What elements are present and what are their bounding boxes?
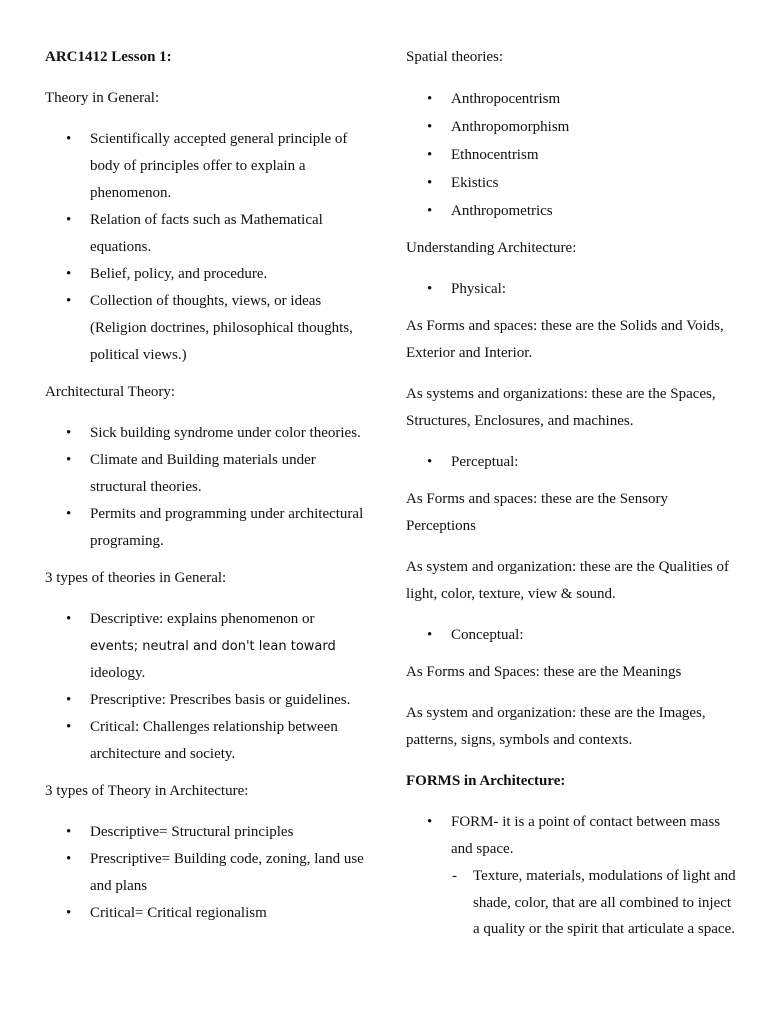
- list-item: • FORM- it is a point of contact between mass and space.: [406, 809, 736, 863]
- list-item: • Conceptual:: [406, 622, 736, 649]
- list-item: • Anthropometrics: [406, 197, 736, 225]
- perceptual-forms-text: As Forms and spaces: these are the Sensory Perceptions: [406, 491, 669, 534]
- list-item: • Climate and Building materials under structural theories.: [45, 447, 365, 501]
- list-item: • Prescriptive= Building code, zoning, land use and plans: [45, 846, 365, 900]
- list-item: • Collection of thoughts, views, or ideas (Religion doctrines, philosophical thoughts, political views.): [45, 288, 365, 369]
- architectural-theory-title: Architectural Theory:: [45, 384, 176, 400]
- list-item: • Belief, policy, and procedure.: [45, 261, 365, 288]
- list-item: • Anthropocentrism: [406, 85, 736, 113]
- types-architecture-title: 3 types of Theory in Architecture:: [45, 783, 249, 799]
- list-item: • Ethnocentrism: [406, 141, 736, 169]
- list-item: • Anthropomorphism: [406, 113, 736, 141]
- forms-architecture-title: FORMS in Architecture:: [406, 773, 566, 789]
- list-item: • Physical:: [406, 276, 736, 303]
- list-item-text: ideology.: [90, 665, 146, 681]
- list-item: • Relation of facts such as Mathematical equations.: [45, 207, 365, 261]
- theory-general-title: Theory in General:: [45, 90, 160, 106]
- list-item: • Critical= Critical regionalism: [45, 900, 365, 927]
- types-architecture-list: [45, 819, 365, 927]
- forms-sub-item: - Texture, materials, modulations of light and shade, color, that are all combined to inject a quality or the spirit that articulate a space.: [406, 863, 736, 943]
- left-column: [45, 44, 365, 937]
- list-item: [45, 606, 365, 687]
- list-item: • Critical: Challenges relationship between architecture and society.: [45, 714, 365, 768]
- architectural-theory-list: [45, 420, 365, 555]
- understanding-title: Understanding Architecture:: [406, 240, 577, 256]
- spatial-theories-list: [406, 85, 736, 225]
- theory-general-list: [45, 126, 365, 369]
- spatial-theories-title: Spatial theories:: [406, 49, 504, 65]
- list-item: • Prescriptive: Prescribes basis or guidelines.: [45, 687, 365, 714]
- list-item: • Permits and programming under architectural programing.: [45, 501, 365, 555]
- list-item: • Perceptual:: [406, 449, 736, 476]
- list-item-text: events; neutral and don't lean toward: [90, 639, 336, 654]
- physical-forms-text: As Forms and spaces: these are the Solids and Voids, Exterior and Interior.: [406, 318, 724, 361]
- forms-list: [406, 809, 736, 863]
- list-item: • Sick building syndrome under color theories.: [45, 420, 365, 447]
- physical-systems-text: As systems and organizations: these are the Spaces, Structures, Enclosures, and machines.: [406, 386, 716, 429]
- list-item: • Descriptive= Structural principles: [45, 819, 365, 846]
- types-general-list: [45, 606, 365, 768]
- perceptual-systems-text: As system and organization: these are the Qualities of light, color, texture, view & sound.: [406, 559, 729, 602]
- list-item: • Ekistics: [406, 169, 736, 197]
- conceptual-systems-text: As system and organization: these are the Images, patterns, signs, symbols and contexts.: [406, 705, 706, 748]
- types-general-title: 3 types of theories in General:: [45, 570, 227, 586]
- list-item-text: Descriptive: explains phenomenon or: [90, 611, 315, 627]
- list-item: • Scientifically accepted general principle of body of principles offer to explain a phenomenon.: [45, 126, 365, 207]
- perceptual-bullet: [406, 449, 736, 476]
- lesson-heading: ARC1412 Lesson 1:: [45, 49, 172, 65]
- conceptual-bullet: [406, 622, 736, 649]
- physical-bullet: [406, 276, 736, 303]
- right-column: [406, 44, 736, 943]
- conceptual-forms-text: As Forms and Spaces: these are the Meanings: [406, 664, 682, 680]
